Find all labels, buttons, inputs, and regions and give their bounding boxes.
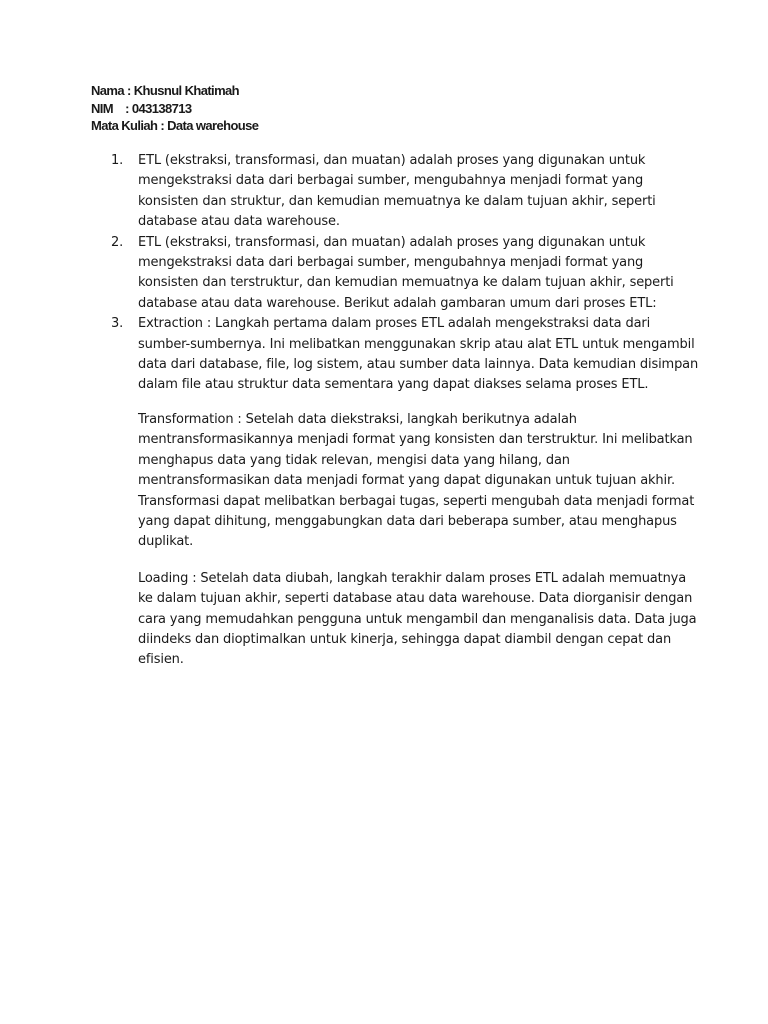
student-name: Nama : Khusnul Khatimah <box>91 83 239 98</box>
student-id: NIM : 043138713 <box>91 100 192 116</box>
course-name: Mata Kuliah : Data warehouse <box>91 118 259 133</box>
list-item-text: ETL (ekstraksi, transformasi, dan muatan) adalah proses yang digunakan untuk mengekstraksi data dari berbagai sumber, mengubahnya menjadi format yang konsisten dan struktur, dan kemudian memuatnya ke dalam tujuan akhir, seperti database atau data warehouse. <box>138 153 656 230</box>
document-header <box>91 82 258 135</box>
transformation-paragraph: Transformation : Setelah data diekstraksi, langkah berikutnya adalah mentransformasikannya menjadi format yang konsisten dan terstruktur. Ini melibatkan menghapus data yang tidak relevan, mengisi data yang hilang, dan mentransformasikan data menjadi format yang dapat digunakan untuk tujuan akhir. Transformasi dapat melibatkan berbagai tugas, seperti mengubah data menjadi format yang dapat dihitung, menggabungkan data dari beberapa sumber, atau menghapus duplikat. <box>138 411 695 550</box>
document-body <box>111 151 701 671</box>
list-item-2 <box>111 233 701 315</box>
list-item-3 <box>111 314 701 396</box>
list-number: 2. <box>111 234 124 250</box>
loading-paragraph: Loading : Setelah data diubah, langkah terakhir dalam proses ETL adalah memuatnya ke dalam tujuan akhir, seperti database atau data warehouse. Data diorganisir dengan cara yang memudahkan pengguna untuk mengambil dan menganalisis data. Data juga diindeks dan dioptimalkan untuk kinerja, sehingga dapat diambil dengan cepat dan efisien. <box>138 570 697 668</box>
list-item-1 <box>111 151 701 233</box>
list-number: 3. <box>111 316 124 332</box>
list-item-text: ETL (ekstraksi, transformasi, dan muatan) adalah proses yang digunakan untuk mengekstraksi data dari berbagai sumber, mengubahnya menjadi format yang konsisten dan terstruktur, dan kemudian memuatnya ke dalam tujuan akhir, seperti database atau data warehouse. Berikut adalah gambaran umum dari proses ETL: <box>138 234 674 311</box>
list-item-text: Extraction : Langkah pertama dalam proses ETL adalah mengekstraksi data dari sumber-sumbernya. Ini melibatkan menggunakan skrip atau alat ETL untuk mengambil data dari database, file, log sistem, atau sumber data lainnya. Data kemudian disimpan dalam file atau struktur data sementara yang dapat diakses selama proses ETL. <box>138 316 699 393</box>
list-number: 1. <box>111 153 124 168</box>
